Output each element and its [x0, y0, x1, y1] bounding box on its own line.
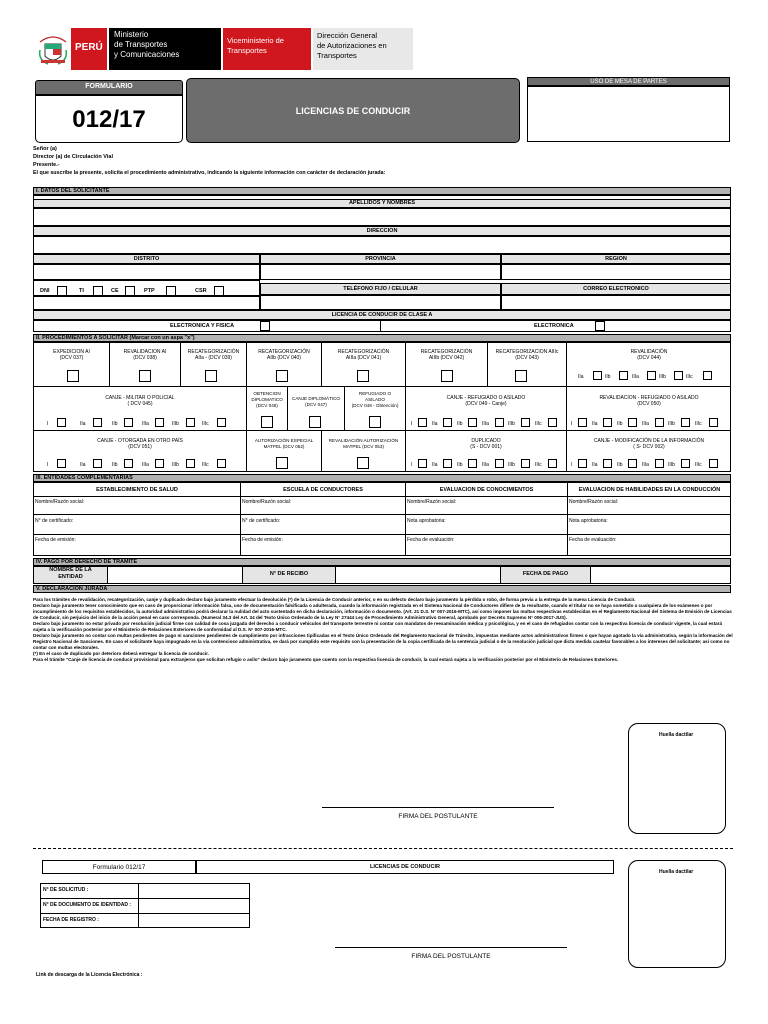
stub-firma-label: FIRMA DEL POSTULANTE [411, 953, 491, 960]
form-title-box [186, 78, 520, 143]
entidad-line-1: NOMBRE DE LA [49, 567, 92, 573]
direction-block [313, 28, 413, 70]
habilidades-fecha[interactable]: Fecha de evaluación: [569, 537, 617, 543]
r3a-i-checkbox[interactable] [57, 459, 66, 468]
coat-of-arms-icon [36, 30, 70, 68]
licencia-divider [380, 320, 381, 332]
region-header [501, 254, 731, 264]
ministry-line-2: de Transportes [114, 40, 168, 49]
distrito-label: DISTRITO [133, 256, 160, 262]
electronica-label: ELECTRONICA [534, 323, 574, 329]
recat-aiiia [322, 349, 405, 361]
r3a-cat-checkbox-0[interactable] [93, 459, 102, 468]
stub-title: LICENCIAS DE CONDUCIR [370, 864, 440, 870]
entidad-input[interactable] [108, 567, 242, 583]
r2c-cat-label-1: IIb [617, 421, 623, 427]
r2c-cat-checkbox-0[interactable] [603, 418, 612, 427]
r2c-cat-checkbox-2[interactable] [655, 418, 664, 427]
recat-aiia-code: AIIa - (DCV 039) [195, 355, 232, 361]
r3b-i-checkbox[interactable] [418, 459, 427, 468]
stub-documento-label: N° DE DOCUMENTO DE IDENTIDAD : [43, 902, 132, 908]
fisica-checkbox[interactable] [260, 321, 270, 331]
recibo-label: N° DE RECIBO [269, 571, 309, 577]
r2c-cat-checkbox-3[interactable] [681, 418, 690, 427]
form-number: 012/17 [72, 106, 146, 133]
revalidacion-dcv044 [567, 349, 731, 361]
salud-certificado[interactable]: N° de certificado: [35, 518, 74, 524]
recat-aiib [247, 349, 321, 361]
declaracion-p1: Para los trámites de revalidación, recategorización, canje y duplicado declaro bajo juramento efectuar la devolución (*) de la Licencia de Conducir anterior, o en su defecto declaro bajo juramento la pérdida o robo, de forma previa a la entrega de la nueva Licencia de Conducir. [33, 597, 636, 602]
r3c-cat-checkbox-1[interactable] [628, 459, 637, 468]
r1-cat-checkbox-0[interactable] [593, 371, 602, 380]
stub-fecha-label: FECHA DE REGISTRO : [43, 917, 99, 923]
recat-aiiib-name: RECATEGORIZACIÓN [420, 349, 473, 355]
recat-aiiia-name: RECATEGORIZACIÓN [337, 349, 390, 355]
declaracion-p2: Declaro bajo juramento tener conocimiento que en caso de proporcionar información falsa, uso de documentación falsificada o adulterada, cuando la información registrada en el Sistema Nacional de Conductores difiere de la resultante, cuando el titular no se haya sometido a cualquiera de los exámenes o por incumplimiento de los requisitos establecidos, la autoridad administrativa podrá declarar la nulidad del acto sustentado en dicha declaración, información o documento. (Art. 21 D.S. N° 007-2016-MTC), así como imponer las multas respectivas establecidas en el Reglamento Nacional del Sistema de Emisión de Licencias de Conducir, sin perjuicio del inicio de la acción penal en caso corresponda. (Numeral 34.3 del Art. 34 del Texto Único Ordenado de la Ley N° 27444 Ley de Procedimiento Administrativo General, aprobado por Decreto Supremo N° 006-2017-JUS). [33, 603, 732, 620]
col-salud: ESTABLECIMIENTO DE SALUD [96, 487, 178, 493]
r2a-cat-label-1: IIb [112, 421, 118, 427]
r1-cat-checkbox-2[interactable] [647, 371, 656, 380]
form-title: LICENCIAS DE CONDUCIR [295, 106, 411, 116]
reval-autorizacion-matpel [322, 438, 405, 450]
r1-cat-checkbox-3[interactable] [674, 371, 683, 380]
col-habilidades: EVALUACION DE HABILIDADES EN LA CONDUCCIÓN [578, 487, 721, 493]
direccion-header [33, 226, 731, 236]
s3-row-line-1 [33, 514, 731, 515]
huella-label: Huella dactilar [659, 732, 694, 738]
r1-cat-label-1: IIb [605, 374, 611, 380]
distrito-input[interactable] [33, 264, 260, 280]
intro-line-4: El que suscribe la presente, solicita el procedimiento administrativo, indicando la siguiente información con carácter de declaración jurada: [33, 170, 386, 176]
peru-label: PERÚ [75, 42, 103, 53]
firma-label: FIRMA DEL POSTULANTE [398, 813, 478, 820]
vice-line-1: Viceministerio de [227, 36, 284, 45]
cut-line [33, 848, 733, 849]
r3b-cat-checkbox-2[interactable] [495, 459, 504, 468]
ti-checkbox[interactable] [93, 286, 103, 296]
canje-diplomatico [288, 396, 344, 408]
ce-label: CE [111, 288, 119, 294]
form-number-box [35, 95, 183, 143]
stub-huella-box[interactable] [628, 860, 726, 968]
declaracion-text [33, 597, 733, 663]
duplicado-code: (S - DCV 001) [470, 444, 502, 450]
r3b-cat-label-4: IIIc [535, 462, 542, 468]
recibo-input[interactable] [336, 567, 500, 583]
r2b-cat-checkbox-1[interactable] [468, 418, 477, 427]
r3c-cat-label-0: IIa [592, 462, 598, 468]
r2c-cat-label-4: IIIc [695, 421, 702, 427]
r3c-cat-label-4: IIIc [695, 462, 702, 468]
recat-aiiib [406, 349, 487, 361]
recat-aiiib-code: AIIIb (DCV 042) [428, 355, 465, 361]
r2b-cat-checkbox-0[interactable] [443, 418, 452, 427]
revalidacion-ai-name: REVALIDACION AI [123, 349, 167, 355]
habilidades-nota[interactable]: Nota aprobatoria: [569, 518, 608, 524]
escuela-certificado[interactable]: N° de certificado: [242, 518, 281, 524]
ptp-checkbox[interactable] [166, 286, 176, 296]
correo-input[interactable] [501, 295, 731, 310]
canje-modif-code: ( S- DCV 002) [633, 444, 665, 450]
revalidacion-ai-checkbox[interactable] [139, 370, 151, 382]
autorizacion-checkbox[interactable] [276, 457, 288, 469]
recat-aiiic-name: RECATEGORIZACION AIIIc [495, 349, 559, 355]
recat-aiib-code: AIIb (DCV 040) [267, 355, 301, 361]
canje-otro-pais [34, 438, 246, 450]
stub-form-box [42, 860, 196, 874]
peru-block [71, 28, 107, 70]
r3a-cat-label-3: IIIb [172, 462, 179, 468]
recat-aiiic-checkbox[interactable] [515, 370, 527, 382]
r2b-cat-label-2: IIIa [482, 421, 489, 427]
stub-title-box [196, 860, 614, 874]
telefono-input[interactable] [260, 295, 501, 310]
reval-refugiado [567, 395, 731, 407]
section-3-title: III. ENTIDADES COMPLEMENTARIAS [33, 474, 731, 482]
declaracion-p4: Declaro bajo juramento no contar con multas pendientes de pago ni sanciones pendientes de cumplimiento por infracciones tipificadas en el Texto Único Ordenado del Reglamento Nacional de Tránsito, impuestas mediante actos administrativos firmes o que hayan agotado la vía administrativa, según la información del Registro Nacional de Sanciones. En caso el solicitante haya impugnado en la vía contencioso administrativa, se dará por cumplido este requisito con la presentación de la copia certificada de la sentencia judicial o de la resolución judicial que dicta medida cautelar favorables a los intereses del solicitante; así como no contar con multas electorales. [33, 633, 733, 650]
obtencion-line-2: DIPLOMATICO [251, 397, 283, 402]
r2b-cat-label-1: IIb [457, 421, 463, 427]
r2a-cat-label-3: IIIb [172, 421, 179, 427]
licencia-label: LICENCIA DE CONDUCIR DE CLASE A [331, 312, 433, 318]
entidad-label [34, 567, 107, 581]
firma-line [322, 807, 554, 808]
canje-modif-name: CANJE - MODIFICACIÓN DE LA INFORMACIÓN [593, 438, 705, 444]
fecha-pago-label: FECHA DE PAGO [522, 571, 569, 577]
canje-diplo-code: (DCV 047) [305, 402, 327, 407]
conocimientos-nombre[interactable]: Nombre/Razón social: [407, 499, 457, 505]
direccion-label: DIRECCION [366, 228, 398, 234]
revalidacion-ai [110, 349, 180, 361]
region-label: REGION [605, 256, 627, 262]
recat-aiiia-checkbox[interactable] [357, 370, 369, 382]
desk-header [527, 77, 730, 86]
obtencion-diplomatico [247, 391, 287, 409]
desk-area[interactable] [527, 86, 730, 142]
r3b-cat-label-2: IIIa [482, 462, 489, 468]
r3c-cat-checkbox-2[interactable] [655, 459, 664, 468]
autorizacion-name: AUTORIZACIÓN ESPECIAL [254, 438, 314, 443]
r3a-i-label: I [47, 462, 49, 468]
obtencion-checkbox[interactable] [261, 416, 273, 428]
r3c-cat-label-2: IIIa [642, 462, 649, 468]
r3a-cat-checkbox-4[interactable] [217, 459, 226, 468]
r2-v2 [287, 386, 288, 430]
recat-aiiib-checkbox[interactable] [441, 370, 453, 382]
col-escuela: ESCUELA DE CONDUCTORES [283, 487, 363, 493]
correo-label: CORREO ELECTRONICO [583, 286, 649, 292]
reval-autorizacion-name: REVALIDACIÓN AUTORIZACIÓN [328, 438, 399, 443]
direction-line-2: de Autorizaciones en [317, 41, 387, 50]
autorizacion-code: MATPEL (DCV 052) [263, 444, 305, 449]
recat-aiib-name: RECATEGORIZACIÓN [258, 349, 310, 355]
r2a-cat-checkbox-4[interactable] [217, 418, 226, 427]
form-label-bar [35, 80, 183, 95]
entidad-line-2: ENTIDAD [58, 574, 83, 580]
r3b-cat-checkbox-4[interactable] [548, 459, 557, 468]
licencia-header [33, 310, 731, 320]
r3a-cat-checkbox-2[interactable] [155, 459, 164, 468]
form-label: FORMULARIO [85, 83, 133, 90]
recat-aiia [181, 349, 246, 361]
r2b-i-label: I [411, 421, 413, 427]
revalidacion-dcv044-name: REVALIDACIÓN [630, 349, 668, 355]
expedicion-ai-code: (DCV 037) [59, 355, 84, 361]
dni-label: DNI [40, 288, 50, 294]
recat-aiia-name: RECATEGORIZACIÓN [187, 349, 240, 355]
canje-modificacion [567, 438, 731, 450]
stub-form-label: Formulario 012/17 [92, 864, 146, 871]
direction-line-3: Transportes [317, 51, 357, 60]
s3-hdr-line [33, 496, 731, 497]
r3a-cat-label-1: IIb [112, 462, 118, 468]
salud-fecha[interactable]: Fecha de emisión: [35, 537, 76, 543]
habilidades-nombre[interactable]: Nombre/Razón social: [569, 499, 619, 505]
section-5-title: V. DECLARACION JURADA [33, 585, 731, 593]
stub-link-label: Link de descarga de la Licencia Electrónica : [36, 972, 143, 978]
r3-v1 [246, 430, 247, 472]
apellidos-input[interactable] [33, 208, 731, 226]
stub-solicitud-input[interactable] [139, 884, 249, 898]
recat-aiiic [488, 349, 566, 361]
r2a-cat-label-4: IIIc [202, 421, 209, 427]
r1-cat-label-3: IIIb [659, 374, 666, 380]
r3b-cat-checkbox-0[interactable] [443, 459, 452, 468]
apellidos-label: APELLIDOS Y NOMBRES [348, 200, 416, 206]
stub-solicitud-label: N° DE SOLICITUD : [43, 887, 89, 893]
doc-number-input[interactable] [33, 296, 260, 310]
r2b-i-checkbox[interactable] [418, 418, 427, 427]
r3c-cat-label-3: IIIb [668, 462, 675, 468]
r3c-cat-label-1: IIb [617, 462, 623, 468]
reval-autorizacion-checkbox[interactable] [357, 457, 369, 469]
r3a-cat-checkbox-3[interactable] [186, 459, 195, 468]
stub-firma-line [335, 947, 567, 948]
fecha-pago-input[interactable] [591, 567, 730, 583]
r1-cat-checkbox-4[interactable] [703, 371, 712, 380]
telefono-label: TELÉFONO FIJO / CELULAR [343, 286, 418, 292]
recat-aiia-checkbox[interactable] [205, 370, 217, 382]
declaracion-p6: Para el trámite "Canje de licencia de conducir provisional para extranjeros que solicitan refugio o asilo" declaro bajo juramento que cuento con la respectiva licencia de conducir, la cual estará sujeta a la verificación posterior por el Ministerio de Relaciones Exteriores. [33, 657, 619, 662]
apellidos-header [33, 199, 731, 208]
stub-huella-label: Huella dactilar [659, 869, 694, 875]
r2c-cat-checkbox-1[interactable] [628, 418, 637, 427]
direction-line-1: Dirección General [317, 31, 378, 40]
canje-militar-name: CANJE - MILITAR O POLICIAL [105, 395, 175, 401]
r2b-cat-label-4: IIIc [535, 421, 542, 427]
intro-line-2: Director (a) de Circulación Vial [33, 154, 113, 160]
r2b-cat-label-3: IIIb [508, 421, 515, 427]
r2c-cat-label-0: IIa [592, 421, 598, 427]
r3-v4 [566, 430, 567, 472]
recat-aiiic-code: (DCV 043) [515, 355, 539, 361]
vice-line-2: Transportes [227, 46, 267, 55]
section-2-title: II. PROCEDIMIENTOS A SOLICITAR (Marcar con un aspa "x") [33, 334, 731, 342]
r2-v4 [405, 386, 406, 430]
ministry-line-3: y Comunicaciones [114, 50, 180, 59]
revalidacion-dcv044-code: (DCV 044) [637, 355, 661, 361]
telefono-header [260, 283, 501, 295]
refugiado-line-1: REFUGIADO O [358, 391, 392, 396]
r3a-cat-label-4: IIIc [202, 462, 209, 468]
dni-checkbox[interactable] [57, 286, 67, 296]
ti-label: TI [79, 288, 84, 294]
refugiado-checkbox[interactable] [369, 416, 381, 428]
distrito-header [33, 254, 260, 264]
canje-militar-code: ( DCV 045) [127, 401, 153, 407]
canje-refugiado [406, 395, 566, 407]
r3-v2 [321, 430, 322, 472]
r2a-cat-label-2: IIIa [142, 421, 149, 427]
fisica-label: ELECTRONICA Y FISICA [170, 323, 235, 329]
r3b-cat-label-1: IIb [457, 462, 463, 468]
r2b-cat-label-0: IIa [432, 421, 438, 427]
ministry-line-1: Ministerio [114, 30, 149, 39]
electronica-checkbox[interactable] [595, 321, 605, 331]
section-2-row-line-2 [33, 430, 731, 431]
intro-line-1: Señor (a) [33, 146, 57, 152]
r3b-cat-label-3: IIIb [508, 462, 515, 468]
canje-militar [34, 395, 246, 407]
ministry-block [109, 28, 221, 70]
licencia-options [33, 320, 731, 332]
r3a-cat-label-0: IIa [80, 462, 86, 468]
canje-refugiado-name: CANJE - REFUGIADO O ASILADO [446, 395, 526, 401]
provincia-input[interactable] [260, 264, 501, 280]
r3c-cat-checkbox-3[interactable] [681, 459, 690, 468]
r2a-cat-checkbox-1[interactable] [124, 418, 133, 427]
r2a-cat-checkbox-3[interactable] [186, 418, 195, 427]
canje-diplomatico-checkbox[interactable] [309, 416, 321, 428]
duplicado-name: DUPLICADO [471, 438, 501, 444]
r2c-i-label: I [571, 421, 573, 427]
stub-fecha-input[interactable] [139, 914, 249, 927]
recat-aiib-checkbox[interactable] [276, 370, 288, 382]
r3c-cat-checkbox-0[interactable] [603, 459, 612, 468]
escuela-nombre[interactable]: Nombre/Razón social: [242, 499, 292, 505]
r2b-cat-checkbox-3[interactable] [521, 418, 530, 427]
r3a-cat-checkbox-1[interactable] [124, 459, 133, 468]
reval-refugiado-name: REVALIDACION - REFUGIADO O ASILADO [599, 395, 699, 401]
r1-cat-checkbox-1[interactable] [619, 371, 628, 380]
r3b-cat-checkbox-3[interactable] [521, 459, 530, 468]
r2c-cat-label-2: IIIa [642, 421, 649, 427]
refugiado-line-3: (DCV 048 - Obtención) [351, 403, 399, 408]
r3c-cat-checkbox-4[interactable] [709, 459, 718, 468]
declaracion-p5: (*) En el caso de duplicado por deterioro deberá entregar la licencia de conducir. [33, 651, 209, 656]
section-1-title: I. DATOS DEL SOLICITANTE [33, 187, 731, 195]
r1-cat-label-4: IIIc [686, 374, 693, 380]
r2a-cat-checkbox-2[interactable] [155, 418, 164, 427]
reval-refugiado-code: (DCV 050) [637, 401, 661, 407]
huella-box[interactable] [628, 723, 726, 834]
obtencion-line-1: OBTENCION [253, 391, 281, 396]
r2c-i-checkbox[interactable] [578, 418, 587, 427]
r3-v3 [405, 430, 406, 472]
autorizacion-matpel [247, 438, 321, 450]
revalidacion-ai-code: (DCV 038) [133, 355, 157, 361]
r2a-i-checkbox[interactable] [57, 418, 66, 427]
desk-label: USO DE MESA DE PARTES [590, 79, 667, 85]
r2c-cat-label-3: IIIb [668, 421, 675, 427]
provincia-header [260, 254, 501, 264]
r3b-cat-label-0: IIa [432, 462, 438, 468]
obtencion-line-3: (DCV 046) [256, 403, 278, 408]
declaracion-p3: Declaro bajo juramento no estar privado por resolución judicial firme con calidad de cosa juzgada del derecho a conducir vehículos del transporte terrestre ni contar con mandatos de reexaminación médica y psicológica, y en el caso de refugiados contar con la respectiva licencia de conducir vigente, la cual estará sujeta a la verificación posterior por el Ministerio de Relaciones Exteriores de conformidad al D.S. N° 007-2016-MTC. [33, 621, 723, 632]
r2c-cat-checkbox-4[interactable] [709, 418, 718, 427]
col-conocimientos: EVALUACION DE CONOCIMIENTOS [439, 487, 534, 493]
canje-otro-name: CANJE - OTORGADA EN OTRO PAÍS [97, 438, 183, 444]
ptp-label: PTP [144, 288, 155, 294]
direccion-input[interactable] [33, 236, 731, 254]
recat-aiiia-code: AIIIa (DCV 041) [345, 355, 382, 361]
region-input[interactable] [501, 264, 731, 280]
r2a-cat-checkbox-0[interactable] [93, 418, 102, 427]
r3c-i-label: I [571, 462, 573, 468]
r2b-cat-checkbox-4[interactable] [548, 418, 557, 427]
r3a-cat-label-2: IIIa [142, 462, 149, 468]
r1-cat-label-0: IIa [578, 374, 584, 380]
section-4-title: IV. PAGO POR DERECHO DE TRAMITE [33, 558, 731, 566]
r2a-cat-label-0: IIa [80, 421, 86, 427]
canje-otro-code: (DCV 051) [128, 444, 152, 450]
canje-diplo-name: CANJE DIPLOMÁTICO [292, 396, 340, 401]
expedicion-ai-checkbox[interactable] [67, 370, 79, 382]
r1-cat-label-2: IIIa [632, 374, 639, 380]
expedicion-ai [34, 349, 109, 361]
salud-nombre[interactable]: Nombre/Razón social: [35, 499, 85, 505]
canje-refugiado-code: (DCV 049 - Canje) [465, 401, 507, 407]
ce-checkbox[interactable] [125, 286, 135, 296]
refugiado-asilado [345, 391, 405, 409]
header [33, 28, 413, 70]
r3c-i-checkbox[interactable] [578, 459, 587, 468]
s3-row-line-2 [33, 534, 731, 535]
intro-line-3: Presente.- [33, 162, 60, 168]
conocimientos-nota[interactable]: Nota aprobatoria: [407, 518, 446, 524]
r3b-cat-checkbox-1[interactable] [468, 459, 477, 468]
csr-checkbox[interactable] [214, 286, 224, 296]
escuela-fecha[interactable]: Fecha de emisión: [242, 537, 283, 543]
r3b-i-label: I [411, 462, 413, 468]
correo-header [501, 283, 731, 295]
conocimientos-fecha[interactable]: Fecha de evaluación: [407, 537, 455, 543]
reval-autorizacion-code: MATPEL (DCV 053) [343, 444, 384, 449]
r2a-i-label: I [47, 421, 49, 427]
provincia-label: PROVINCIA [365, 256, 396, 262]
section-2-row-line-1 [33, 386, 731, 387]
csr-label: CSR [195, 288, 207, 294]
duplicado [406, 438, 566, 450]
expedicion-ai-name: EXPEDICION AI [53, 349, 90, 355]
r2-v5 [566, 386, 567, 430]
stub-documento-input[interactable] [139, 899, 249, 913]
r2b-cat-checkbox-2[interactable] [495, 418, 504, 427]
vice-block [223, 28, 311, 70]
refugiado-line-2: ASILADO [365, 397, 385, 402]
